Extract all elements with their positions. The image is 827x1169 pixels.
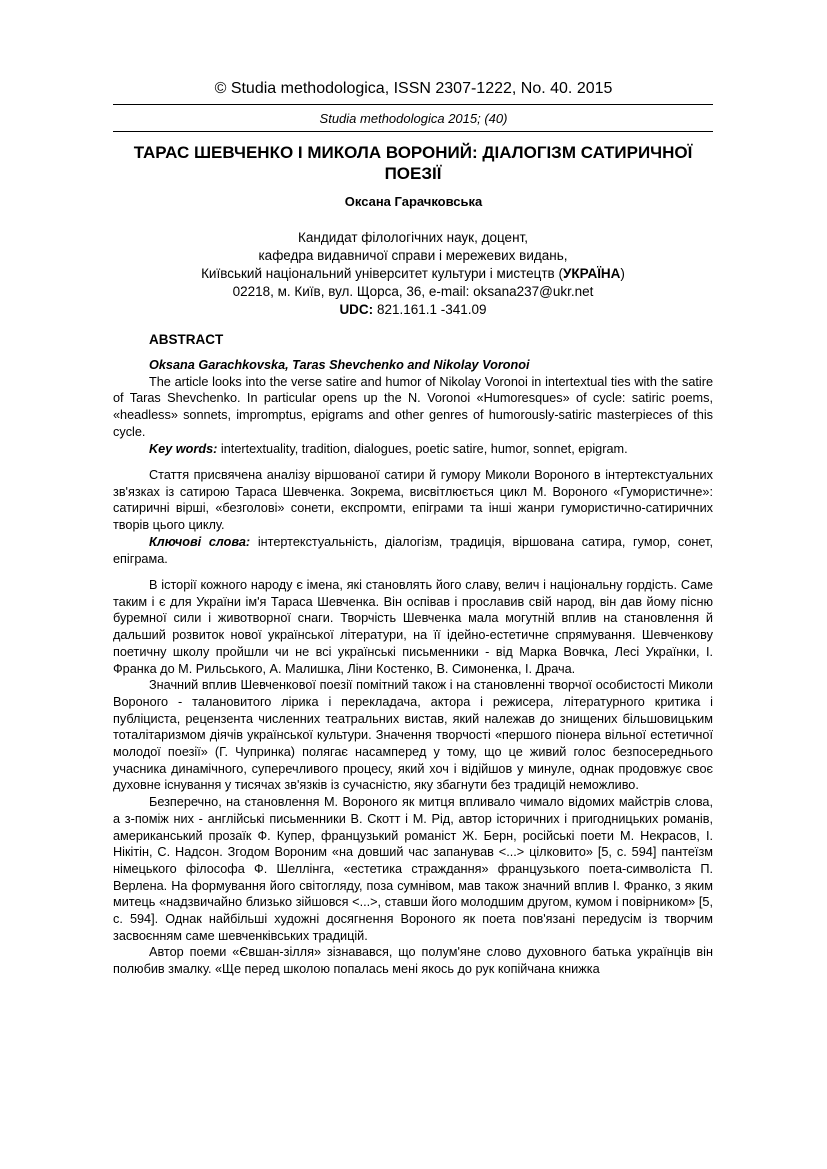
body-paragraph-4: Автор поеми «Євшан-зілля» зізнавався, що полум'яне слово духовного батька українців він полюбив змалку. «Ще перед школою попалась мені якось до рук копійчана книжка xyxy=(113,945,713,977)
abstract-heading: ABSTRACT xyxy=(149,332,224,347)
affiliation-university-name: Київський національний університет культури і мистецтв ( xyxy=(201,266,563,281)
affiliation-department: кафедра видавничої справи і мережевих видань, xyxy=(258,248,568,263)
author-name: Оксана Гарачковська xyxy=(344,194,483,209)
abstract-ukrainian xyxy=(113,467,713,567)
affiliation-university xyxy=(113,265,713,283)
udc-line xyxy=(113,301,713,319)
body-paragraph-3: Безперечно, на становлення М. Вороного як митця впливало чимало відомих майстрів слова, а з-поміж них - англійські письменники В. Скотт і М. Рід, автор історичних і пригодницьких романів, американський прозаїк Ф. Купер, французький романіст Ж. Берн, російські поети М. Некрасов, І. Нікітін, С. Надсон. Згодом Вороним «на довший час запанував <...> цілковито» [5, с. 594] пантеїзм німецького філософа Ф. Шеллінга, «естетика страждання» французького поета-символіста П. Верлена. На формування його світогляду, поза сумнівом, мав також значний вплив І. Франко, з яким митець «надзвичайно близько зійшовся <...>, ставши його молодшим другом, кумом і повірником» [5, с. 594]. Однак найбільші художні досягнення Вороного як поета пов'язані передусім із творчим засвоєнням саме шевченківських традицій. xyxy=(113,795,713,943)
keywords-label-uk: Ключові слова: xyxy=(149,534,251,549)
body-paragraph-1: В історії кожного народу є імена, які становлять його славу, велич і національну гордість. Саме таким і є для України ім'я Тараса Шевченка. Він оспівав і прославив свій народ, він дав йому пісню буремної сили і животворної снаги. Творчість Шевченка мала могутній вплив на становлення й дальший розвиток нової української літератури, на її ідейно-естетичне спрямування. Шевченкову поетичну школу пройшли чи не всі українські письменники - від Марка Вовчка, Лесі Українки, І. Франка до М. Рильського, А. Малишка, Ліни Костенко, В. Симоненка, І. Драча. xyxy=(113,578,713,676)
keywords-en xyxy=(113,441,713,458)
affiliation-degree: Кандидат філологічних наук, доцент, xyxy=(298,230,528,245)
keywords-list-en: intertextuality, tradition, dialogues, poetic satire, humor, sonnet, epigram. xyxy=(217,441,628,456)
affiliation-address: 02218, м. Київ, вул. Щорса, 36, e-mail: oksana237@ukr.net xyxy=(232,284,594,299)
keywords-label-en: Key words: xyxy=(149,441,218,456)
abstract-text-en: The article looks into the verse satire and humor of Nikolay Voronoi in intertextual ties with the satire of Taras Shevchenko. In particular opens up the N. Voronoi «Humoresques» of cycle: satiric poems, «headless» sonnets, impromptus, epigrams and other genres of humorously-satiric masterpieces of this cycle. xyxy=(113,374,713,439)
article-title: ТАРАС ШЕВЧЕНКО І МИКОЛА ВОРОНИЙ: ДІАЛОГІЗМ САТИРИЧНОЇ ПОЕЗІЇ xyxy=(133,143,693,183)
journal-citation: © Studia methodologica, ISSN 2307-1222, No. 40. 2015 xyxy=(214,80,613,97)
keywords-uk xyxy=(113,534,713,567)
author-affiliation xyxy=(113,229,713,319)
keywords-list-uk: інтертекстуальність, діалогізм, традиція, віршована сатира, гумор, сонет, епіграма. xyxy=(113,534,713,566)
affiliation-country: УКРАЇНА xyxy=(562,266,621,281)
header-rule-bottom xyxy=(113,131,713,132)
affiliation-university-close: ) xyxy=(620,266,625,281)
article-body xyxy=(113,577,713,978)
abstract-text-uk: Стаття присвячена аналізу віршованої сатири й гумору Миколи Вороного в інтертекстуальних зв'язках із сатирою Тараса Шевченка. Зокрема, висвітлюється цикл М. Вороного «Гумористичне»: сатиричні вірші, «безголові» сонети, експромти, епіграми та інші жанри гумористично-сатиричних творів цього циклу. xyxy=(113,468,713,533)
body-paragraph-2: Значний вплив Шевченкової поезії помітний також і на становленні творчої особистості Миколи Вороного - талановитого лірика і перекладача, актора і режисера, літературного критика і публіциста, рецензента численних театральних вистав, який належав до знищених більшовицьким тоталітаризмом діячів української культури. Значення творчості «першого піонера вільної естетичної молодої поезії» (Г. Чупринка) полягає насамперед у тому, що це живий голос безпосереднього учасника динамічного, суперечливого процесу, який хоч і відійшов у минуле, однак продовжує своє духовне існування у тисячах зв'язків із сучасністю, яку збагнути без традицій неможливо. xyxy=(113,678,713,793)
abstract-english xyxy=(113,357,713,457)
abstract-authors-title: Oksana Garachkovska, Taras Shevchenko and Nikolay Voronoi xyxy=(149,358,530,372)
header-rule-top xyxy=(113,104,713,105)
udc-label: UDC: xyxy=(339,302,374,317)
issue-line: Studia methodologica 2015; (40) xyxy=(319,111,508,126)
udc-value: 821.161.1 -341.09 xyxy=(373,302,487,317)
